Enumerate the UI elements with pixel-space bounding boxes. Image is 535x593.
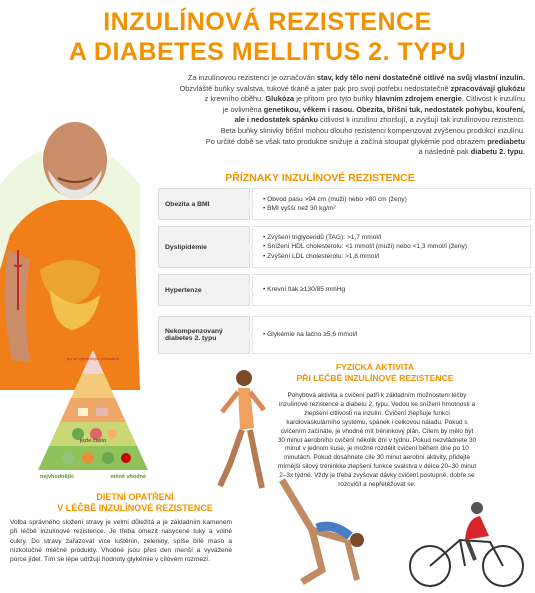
title-line-2: A DIABETES MELLITUS 2. TYPU (68, 38, 467, 66)
activity-text: Pohybová aktivita a cvičení patří k základním možnostem léčby inzulínové rezistence a diabetu 2. typu. Vedou ke snížení hmotnosti a zlepšení citlivosti na inzulín. Cvičení zlepšuje funkci kardiovaskulárního systému, spánek i celkovou náladu. Pokud s cvičením začínáte, je vhodné mít tréninkový plán. Cílem by mělo být 30 minut aerobního cvičení několik dní v týdnu. Pokud nezvládnete 30 minut v jednom kuse, je možné rozdělit cvičení během dne po 10 minutách. Pokud dosáhnete cíle 30 minut aerobní aktivity, přidejte mírnější silový tréninkke zlepšení funkce svalstva v délce 20–30 minut 2–3x týdně. Vždy je třeba zvyšovat dávky cvičení postupně, dobře se rozcvičit a nepřetěžovat se. (277, 392, 477, 489)
intro-paragraph: Za inzulínovou rezistenci je označován stav, kdy tělo není dostatečně citlivé na svůj vlastní inzulín. Obzvláště buňky svalstva, tukové tkáně a jater pak pro svoji potřebu nedostatečně zpracovávají glukózu z krevního oběhu. Glukóza je přitom pro tyto buňky hlavním zdrojem energie. Citlivost k inzulínu je ovlivněna genetikou, věkem i rasou. Obezita, břišní tuk, nedostatek pohybu, kouření, ale i nedostatek spánku citlivost k inzulínu zhoršují, a zvyšují tak inzulínovou rezistenci. Beta buňky slinivky břišní mohou dlouho rezistenci kompenzovat zvýšenou produkcí inzulínu. Po určité době se však tato produkce snižuje a začíná stoupat glykémie pod obrazem prediabetu a následně pak diabetu 2. typu. (179, 73, 525, 157)
title-line-1: INZULÍNOVÁ REZISTENCE (103, 8, 432, 36)
pyramid-top-label: jen ve výjimečných případech (66, 356, 120, 361)
diet-title: DIETNÍ OPATŘENÍ V LÉČBĚ INZULÍNOVÉ REZISTENCE (57, 492, 213, 513)
obese-man-illustration (0, 100, 140, 390)
cyclist-illustration (405, 500, 530, 590)
symptom-row (158, 188, 531, 220)
symptom-label: Hypertenze (158, 274, 250, 306)
pyramid-left-label: nejvhodnější (40, 474, 74, 480)
symptom-values (252, 226, 531, 268)
pyramid-right-label: méně vhodné (110, 474, 146, 480)
symptom-value: • Glykémie na lačno ≥5,6 mmol/l (263, 330, 530, 340)
symptom-row (158, 316, 531, 354)
symptom-values (252, 188, 531, 220)
symptom-row (158, 274, 531, 306)
food-pyramid (38, 350, 148, 480)
symptom-value: • Zvýšení triglyceridů (TAG): >1,7 mmol/l (263, 233, 530, 243)
symptom-label: Dyslipidémie (158, 226, 250, 268)
symptoms-table (158, 188, 531, 360)
runner-illustration (210, 368, 270, 498)
pyramid-mid-label: jezte často (79, 438, 107, 444)
symptom-value: • Snížení HDL cholesterolu: <1 mmol/l (muži) nebo <1,3 mmol/l (ženy) (263, 242, 530, 252)
symptom-value: • BMI vyšší než 30 kg/m² (263, 204, 530, 214)
symptom-value: • Krevní tlak ≥130/85 mmHg (263, 285, 530, 295)
symptom-values (252, 316, 531, 354)
symptoms-title: PŘÍZNAKY INZULÍNOVÉ REZISTENCE (225, 172, 415, 184)
diet-text: Volba správného složení stravy je velmi důležitá a je základním kamenem při léčbě inzulínové rezistence. Je třeba omezit nasycené tuky a volné cukry. Do stravy zařazovat více luštěnin, zeleniny, spíše bílé maso a nízkotučné mléčné produkty. Vhodné jsou přes den menší a vyvážené porce jídel. Tím se lépe udržují hodnoty glykémie v cílovém rozmezí. (10, 519, 232, 564)
symptom-label: Nekompenzovaný diabetes 2. typu (158, 316, 250, 354)
symptom-values (252, 274, 531, 306)
activity-title: FYZICKÁ AKTIVITA PŘI LÉČBĚ INZULÍNOVÉ REZISTENCE (296, 362, 454, 383)
symptom-value: • Obvod pasu >94 cm (muži) nebo >80 cm (ženy) (263, 195, 530, 205)
symptom-value: • Zvýšení LDL cholesterolu: >1,8 mmol/l (263, 252, 530, 262)
symptom-row (158, 226, 531, 268)
symptom-label: Obezita a BMI (158, 188, 250, 220)
